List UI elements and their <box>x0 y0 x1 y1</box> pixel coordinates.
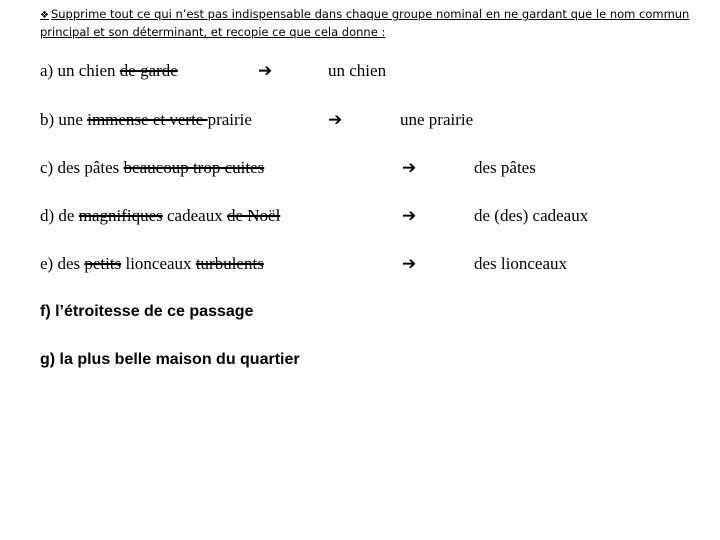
instruction-header <box>40 6 692 40</box>
item-text: lionceaux <box>121 254 196 273</box>
arrow-right-icon: ➔ <box>402 254 417 273</box>
exercise-item-a <box>40 61 178 81</box>
exercise-item-e <box>40 254 264 274</box>
diamond-bullet-icon: ❖ <box>40 10 49 21</box>
struck-text: de garde <box>119 61 178 80</box>
answer-e: des lionceaux <box>474 254 567 273</box>
item-text: b) une <box>40 110 88 129</box>
struck-text: de Noël <box>226 206 281 225</box>
struck-text: turbulents <box>195 254 264 273</box>
struck-text: immense et verte <box>87 110 208 129</box>
arrow-right-icon: ➔ <box>258 61 273 80</box>
answer-d: de (des) cadeaux <box>474 206 589 225</box>
item-text: cadeaux <box>162 206 227 225</box>
arrow-right-icon: ➔ <box>402 158 417 177</box>
answer-b: une prairie <box>400 110 474 129</box>
arrow-right-icon: ➔ <box>328 110 343 129</box>
answer-c: des pâtes <box>474 158 536 177</box>
struck-text: petits <box>84 254 122 273</box>
item-text: prairie <box>207 110 252 129</box>
instruction-text: Supprime tout ce qui n’est pas indispensable dans chaque groupe nominal en ne gardant que le nom commun principal et son déterminant, et recopie ce que cela donne : <box>40 7 690 39</box>
answer-a: un chien <box>328 61 387 80</box>
item-text: c) des pâtes <box>40 158 124 177</box>
exercise-item-d <box>40 206 280 226</box>
item-text: a) un chien <box>40 61 120 80</box>
item-text: e) des <box>40 254 85 273</box>
exercise-item-f: f) l’étroitesse de ce passage <box>40 303 254 320</box>
struck-text: beaucoup trop cuites <box>123 158 265 177</box>
arrow-right-icon: ➔ <box>402 206 417 225</box>
exercise-item-g: g) la plus belle maison du quartier <box>40 351 300 368</box>
exercise-item-c <box>40 158 264 178</box>
exercise-item-b <box>40 110 252 130</box>
struck-text: magnifiques <box>78 206 163 225</box>
item-text: d) de <box>40 206 79 225</box>
